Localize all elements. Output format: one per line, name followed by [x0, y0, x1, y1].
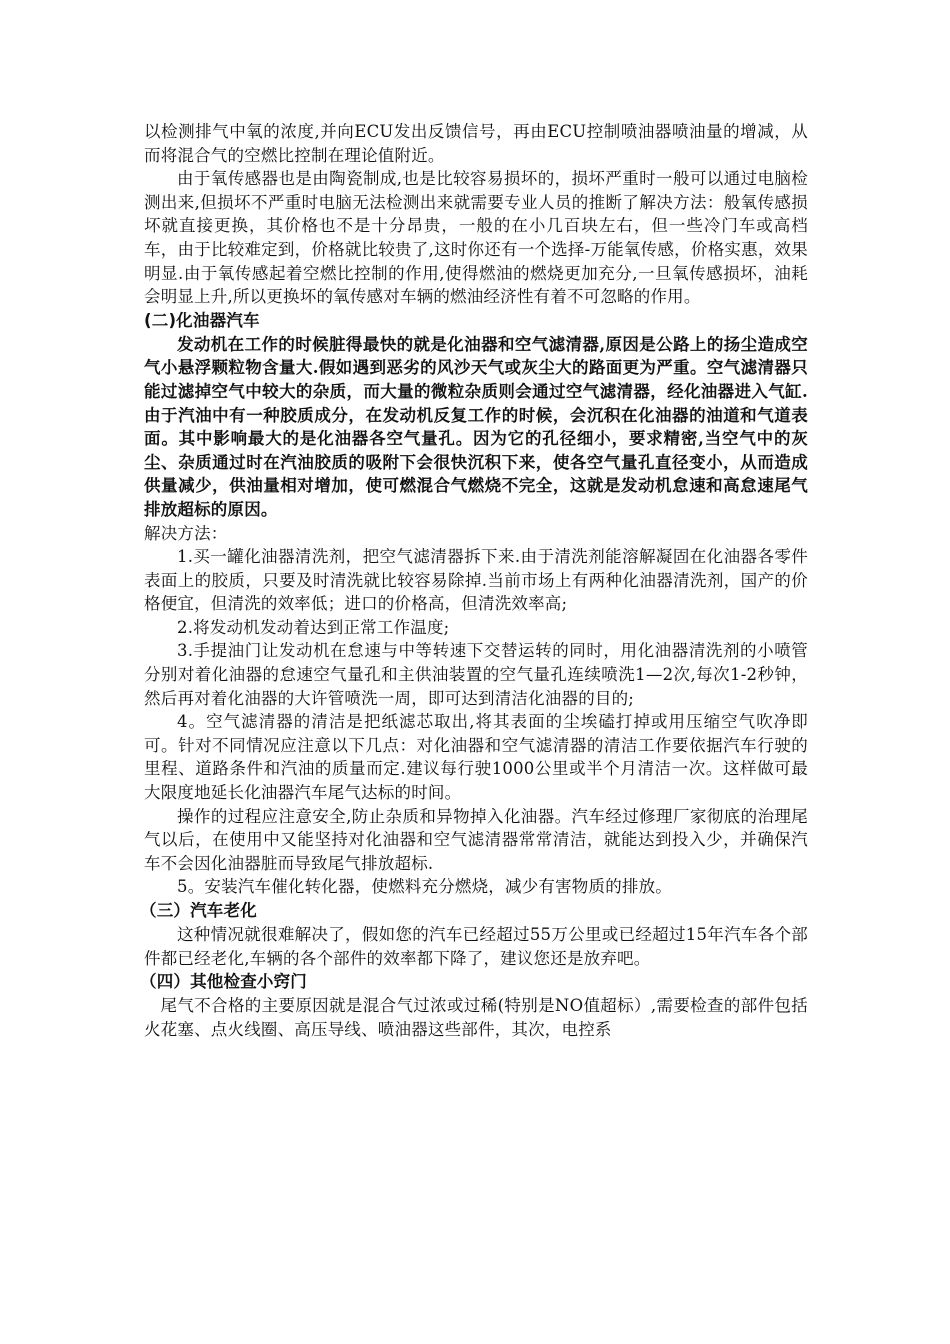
solution-step-2: 2.将发动机发动着达到正常工作温度; — [177, 617, 450, 637]
heading-car-aging: （三）汽车老化 — [140, 901, 257, 920]
solution-step-4: 4。空气滤清器的清洁是把纸滤芯取出,将其表面的尘埃磕打掉或用压缩空气吹净即可。针对不同情况应注意以下几点：对化油器和空气滤清器的清洁工作要依据汽车行驶的里程、道路条件和汽油的质量而定.建议每行驶1000公里或半个月清洁一次。这样做可最大限度地延长化油器汽车尾气达标的时间。 — [144, 712, 808, 803]
solution-label: 解决方法： — [144, 523, 228, 543]
document-page — [140, 120, 808, 1041]
paragraph-car-aging: 这种情况就很难解决了，假如您的汽车已经超过55万公里或已经超过15年汽车各个部件都已经老化,车辆的各个部件的效率都下降了，建议您还是放弃吧。 — [144, 925, 808, 968]
paragraph-other-tips: 尾气不合格的主要原因就是混合气过浓或过稀(特别是NO值超标）,需要检查的部件包括火花塞、点火线圈、高压导线、喷油器这些部件，其次，电控系 — [144, 996, 808, 1039]
heading-other-tips: （四）其他检查小窍门 — [140, 972, 307, 992]
solution-step-5: 5。安装汽车催化转化器，使燃料充分燃烧，减少有害物质的排放。 — [177, 877, 672, 897]
paragraph-carburetor-cause: 发动机在工作的时候脏得最快的就是化油器和空气滤清器,原因是公路上的扬尘造成空气小悬浮颗粒物含量大.假如遇到恶劣的风沙天气或灰尘大的路面更为严重。空气滤清器只能过滤掉空气中较大的杂质，而大量的微粒杂质则会通过空气滤清器，经化油器进入气缸.由于汽油中有一种胶质成分，在发动机反复工作的时候，会沉积在化油器的油道和气道表面。其中影响最大的是化油器各空气量孔。因为它的孔径细小，要求精密,当空气中的灰尘、杂质通过时在汽油胶质的吸附下会很快沉积下来，使各空气量孔直径变小，从而造成供量减少，供油量相对增加，使可燃混合气燃烧不完全，这就是发动机怠速和高怠速尾气排放超标的原因。 — [144, 334, 808, 519]
paragraph-oxygen-feedback: 以检测排气中氧的浓度,并向ECU发出反馈信号，再由ECU控制喷油器喷油量的增减，从而将混合气的空燃比控制在理论值附近。 — [144, 122, 808, 165]
heading-carburetor-car: (二)化油器汽车 — [144, 310, 260, 330]
solution-step-1: 1.买一罐化油器清洗剂，把空气滤清器拆下来.由于清洗剂能溶解凝固在化油器各零件表面上的胶质，只要及时清洗就比较容易除掉.当前市场上有两种化油器清洗剂，国产的价格便宜，但清洗的效率低；进口的价格高，但清洗效率高; — [144, 547, 808, 614]
solution-operation-note: 操作的过程应注意安全,防止杂质和异物掉入化油器。汽车经过修理厂家彻底的治理尾气以后，在使用中又能坚持对化油器和空气滤清器常常清洁，就能达到投入少，并确保汽车不会因化油器脏而导致尾气排放超标. — [144, 806, 808, 873]
solution-step-3: 3.手提油门让发动机在怠速与中等转速下交替运转的同时，用化油器清洗剂的小喷管分别对着化油器的怠速空气量孔和主供油装置的空气量孔连续喷洗1—2次,每次1-2秒钟，然后再对着化油器的大许管喷洗一周，即可达到清洁化油器的目的; — [144, 641, 808, 708]
paragraph-oxygen-sensor: 由于氧传感器也是由陶瓷制成,也是比较容易损坏的，损坏严重时一般可以通过电脑检测出来,但损坏不严重时电脑无法检测出来就需要专业人员的推断了解决方法：般氧传感损坏就直接更换，其价格也不是十分昂贵，一般的在小几百块左右，但一些冷门车或高档车，由于比较难定到，价格就比较贵了,这时你还有一个选择-万能氧传感，价格实惠，效果明显.由于氧传感起着空燃比控制的作用,使得燃油的燃烧更加充分,一旦氧传感损坏，油耗会明显上升,所以更换坏的氧传感对车辆的燃油经济性有着不可忽略的作用。 — [144, 169, 808, 307]
